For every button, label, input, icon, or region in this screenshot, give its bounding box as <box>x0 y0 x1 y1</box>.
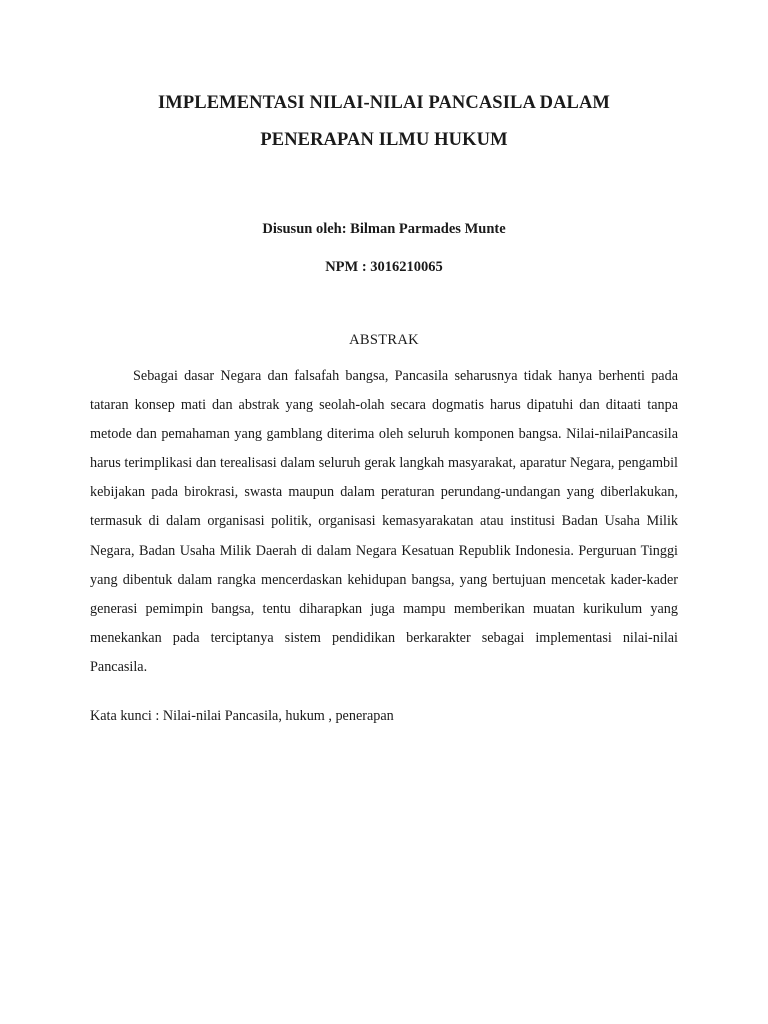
keywords-line: Kata kunci : Nilai-nilai Pancasila, hukum , penerapan <box>90 708 394 724</box>
abstract-heading: ABSTRAK <box>349 332 419 348</box>
npm-line: NPM : 3016210065 <box>325 259 443 275</box>
document-title-line-1: IMPLEMENTASI NILAI-NILAI PANCASILA DALAM <box>158 93 610 113</box>
document-title-line-2: PENERAPAN ILMU HUKUM <box>260 130 508 150</box>
author-line: Disusun oleh: Bilman Parmades Munte <box>262 221 506 237</box>
abstract-paragraph: Sebagai dasar Negara dan falsafah bangsa, Pancasila seharusnya tidak hanya berhenti pada tataran konsep mati dan abstrak yang seolah-olah secara dogmatis harus dipatuhi dan ditaati tanpa metode dan pemahaman yang gamblang diterima oleh seluruh komponen bangsa. Nilai-nilaiPancasila harus terimplikasi dan terealisasi dalam seluruh gerak langkah masyarakat, aparatur Negara, pengambil kebijakan pada birokrasi, swasta maupun dalam peraturan perundang-undangan yang diberlakukan, termasuk di dalam organisasi politik, organisasi kemasyarakatan atau institusi Badan Usaha Milik Negara, Badan Usaha Milik Daerah di dalam Negara Kesatuan Republik Indonesia. Perguruan Tinggi yang dibentuk dalam rangka mencerdaskan kehidupan bangsa, yang bertujuan mencetak kader-kader generasi pemimpin bangsa, tentu diharapkan juga mampu memberikan muatan kurikulum yang menekankan pada terciptanya sistem pendidikan berkarakter sebagai implementasi nilai-nilai Pancasila. <box>90 368 678 675</box>
